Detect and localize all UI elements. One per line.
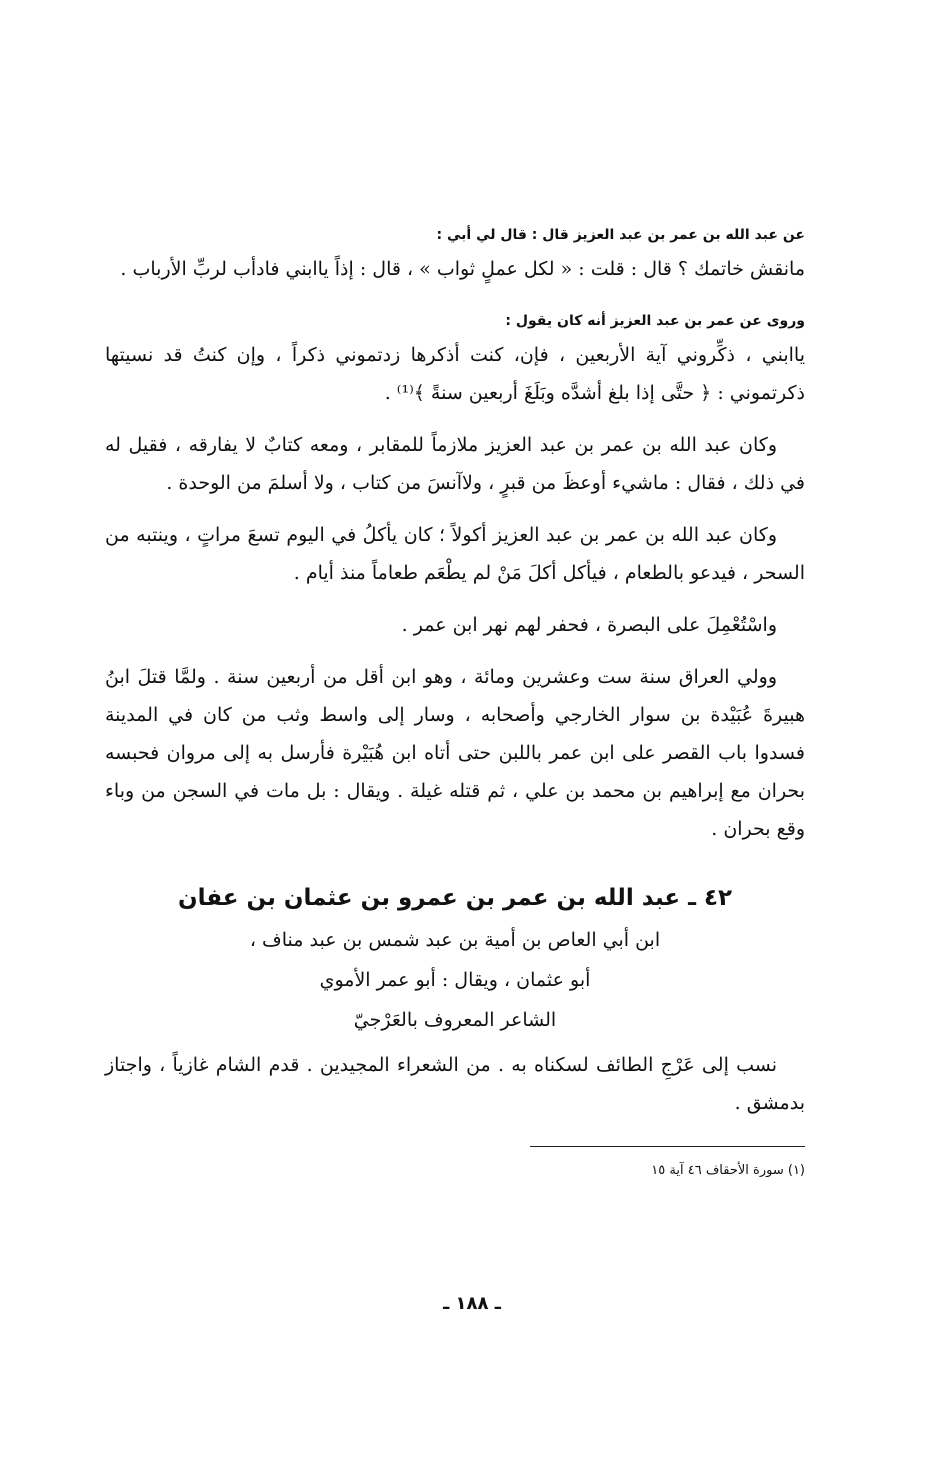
paragraph-graveyards: وكان عبد الله بن عمر بن عبد العزيز ملازماً للمقابر ، ومعه كتابٌ لا يفارقه ، فقيل له في ذلك ، فقال : ماشيء أوعظَ من قبرٍ ، ولاآنسَ من كتاب ، ولا أسلمَ من الوحدة .: [105, 434, 805, 494]
page-body: [105, 222, 805, 1183]
entry-epithet: الشاعر المعروف بالعَرْجيّ: [353, 1009, 557, 1031]
entry-heading: [105, 876, 805, 1040]
footnote-divider: [530, 1146, 805, 1147]
entry-title: ٤٢ ـ عبد الله بن عمر بن عمرو بن عثمان بن عفان: [177, 885, 733, 911]
paragraph-basra: واسْتُعْمِلَ على البصرة ، فحفر لهم نهر ابن عمر .: [401, 614, 777, 636]
paragraph-iraq: وولي العراق سنة ست وعشرين ومائة ، وهو ابن أقل من أربعين سنة . ولمَّا قتلَ ابنُ هبيرةَ عُبَيْدة بن سوار الخارجي وأصحابه ، وسار إلى واسط وثب من كان في المدينة فسدوا باب القصر على ابن عمر باللبن حتى أتاه ابن هُبَيْرة فأرسل به إلى مروان فحبسه بحران مع إبراهيم بن محمد بن علي ، ثم قتله غيلة . ويقال : بل مات في السجن من وباء وقع بحران .: [105, 666, 805, 840]
page-number: ـ ١٨٨ ـ: [443, 1293, 501, 1314]
entry-lineage: ابن أبي العاص بن أمية بن عبد شمس بن عبد مناف ،: [249, 929, 661, 951]
footnote: (١) سورة الأحقاف ٤٦ آية ١٥: [651, 1163, 805, 1178]
paragraph-forty-verse: ياابني ، ذكِّروني آية الأربعين ، فإن، كنت أذكرها زدتموني ذكراً ، وإن كنتُ قد نسيتها ذكرتموني : ﴿ حتَّى إذا بلغ أشدَّه وبَلَغَ أربعين سنةً ﴾⁽¹⁾ .: [105, 344, 805, 404]
entry-kunya: أبو عثمان ، ويقال : أبو عمر الأموي: [319, 969, 591, 991]
paragraph-eating: وكان عبد الله بن عمر بن عبد العزيز أكولاً ؛ كان يأكلُ في اليوم تسعَ مراتٍ ، وينتبه من السحر ، فيدعو بالطعام ، فيأكل أكلَ مَنْ لم يطْعَم طعاماً منذ أيام .: [105, 524, 805, 584]
narration-label-1: عن عبد الله بن عمر بن عبد العزيز قال : قال لي أبي :: [436, 227, 805, 243]
paragraph-ring-inscription: مانقش خاتمك ؟ قال : قلت : « لكل عملٍ ثواب » ، قال : إذاً ياابني فادأب لربِّ الأرباب .: [120, 258, 805, 280]
narration-label-2: وروى عن عمر بن عبد العزيز أنه كان يقول :: [505, 313, 805, 329]
paragraph-arji: نسب إلى عَرْجِ الطائف لسكناه به . من الشعراء المجيدين . قدم الشام غازياً ، واجتاز بدمشق .: [105, 1054, 805, 1114]
